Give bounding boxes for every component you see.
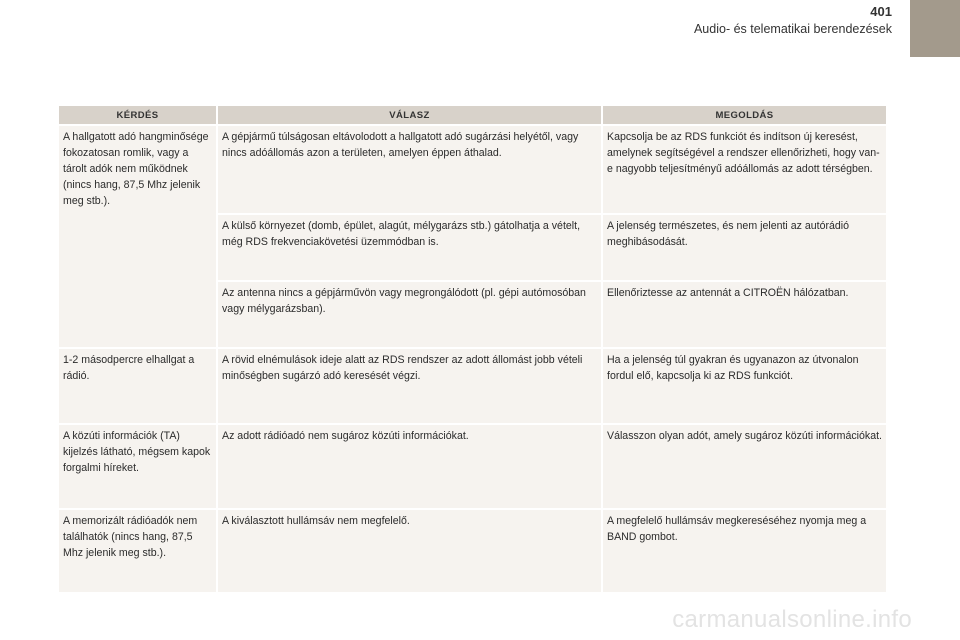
- header-question: KÉRDÉS: [59, 106, 216, 124]
- table-row: [59, 510, 886, 592]
- section-title: Audio- és telematikai berendezések: [693, 22, 892, 36]
- header-solution: MEGOLDÁS: [603, 106, 886, 124]
- answer-cell: A rövid elnémulások ideje alatt az RDS rendszer az adott állomást jobb vételi minőségben sugárzó adó keresését végzi.: [218, 349, 601, 423]
- question-cell: A hallgatott adó hangminősége fokozatosan romlik, vagy a tárolt adók nem működnek (nincs hang, 87,5 Mhz jelenik meg stb.).: [59, 126, 216, 347]
- question-cell: A memorizált rádióadók nem találhatók (nincs hang, 87,5 Mhz jelenik meg stb.).: [59, 510, 216, 592]
- table-row: [59, 349, 886, 423]
- answer-cell: A gépjármű túlságosan eltávolodott a hallgatott adó sugárzási helyétől, vagy nincs adóállomás azon a területen, amelyen éppen áthalad.: [218, 126, 601, 213]
- page-number: 401: [870, 4, 892, 19]
- solution-cell: A jelenség természetes, és nem jelenti az autórádió meghibásodását.: [603, 215, 886, 280]
- faq-table: [57, 104, 888, 594]
- solution-cell: Kapcsolja be az RDS funkciót és indítson új keresést, amelynek segítségével a rendszer ellenőrizheti, hogy van-e nagyobb teljesítményű adóállomás az adott térségben.: [603, 126, 886, 213]
- question-cell: 1-2 másodpercre elhallgat a rádió.: [59, 349, 216, 423]
- table-header-row: [59, 106, 886, 124]
- solution-cell: A megfelelő hullámsáv megkereséséhez nyomja meg a BAND gombot.: [603, 510, 886, 592]
- solution-cell: Válasszon olyan adót, amely sugároz közúti információkat.: [603, 425, 886, 508]
- answer-cell: Az adott rádióadó nem sugároz közúti információkat.: [218, 425, 601, 508]
- solution-cell: Ha a jelenség túl gyakran és ugyanazon az útvonalon fordul elő, kapcsolja ki az RDS funkciót.: [603, 349, 886, 423]
- question-cell: A közúti információk (TA) kijelzés látható, mégsem kapok forgalmi híreket.: [59, 425, 216, 508]
- answer-cell: Az antenna nincs a gépjárművön vagy megrongálódott (pl. gépi autómosóban vagy mélygarázsban).: [218, 282, 601, 347]
- answer-cell: A külső környezet (domb, épület, alagút, mélygarázs stb.) gátolhatja a vételt, még RDS frekvenciakövetési üzemmódban is.: [218, 215, 601, 280]
- solution-cell: Ellenőriztesse az antennát a CITROËN hálózatban.: [603, 282, 886, 347]
- corner-tab: [910, 0, 960, 57]
- header-answer: VÁLASZ: [218, 106, 601, 124]
- table-row: [59, 126, 886, 213]
- answer-cell: A kiválasztott hullámsáv nem megfelelő.: [218, 510, 601, 592]
- table-row: [59, 425, 886, 508]
- watermark: carmanualsonline.info: [672, 606, 912, 633]
